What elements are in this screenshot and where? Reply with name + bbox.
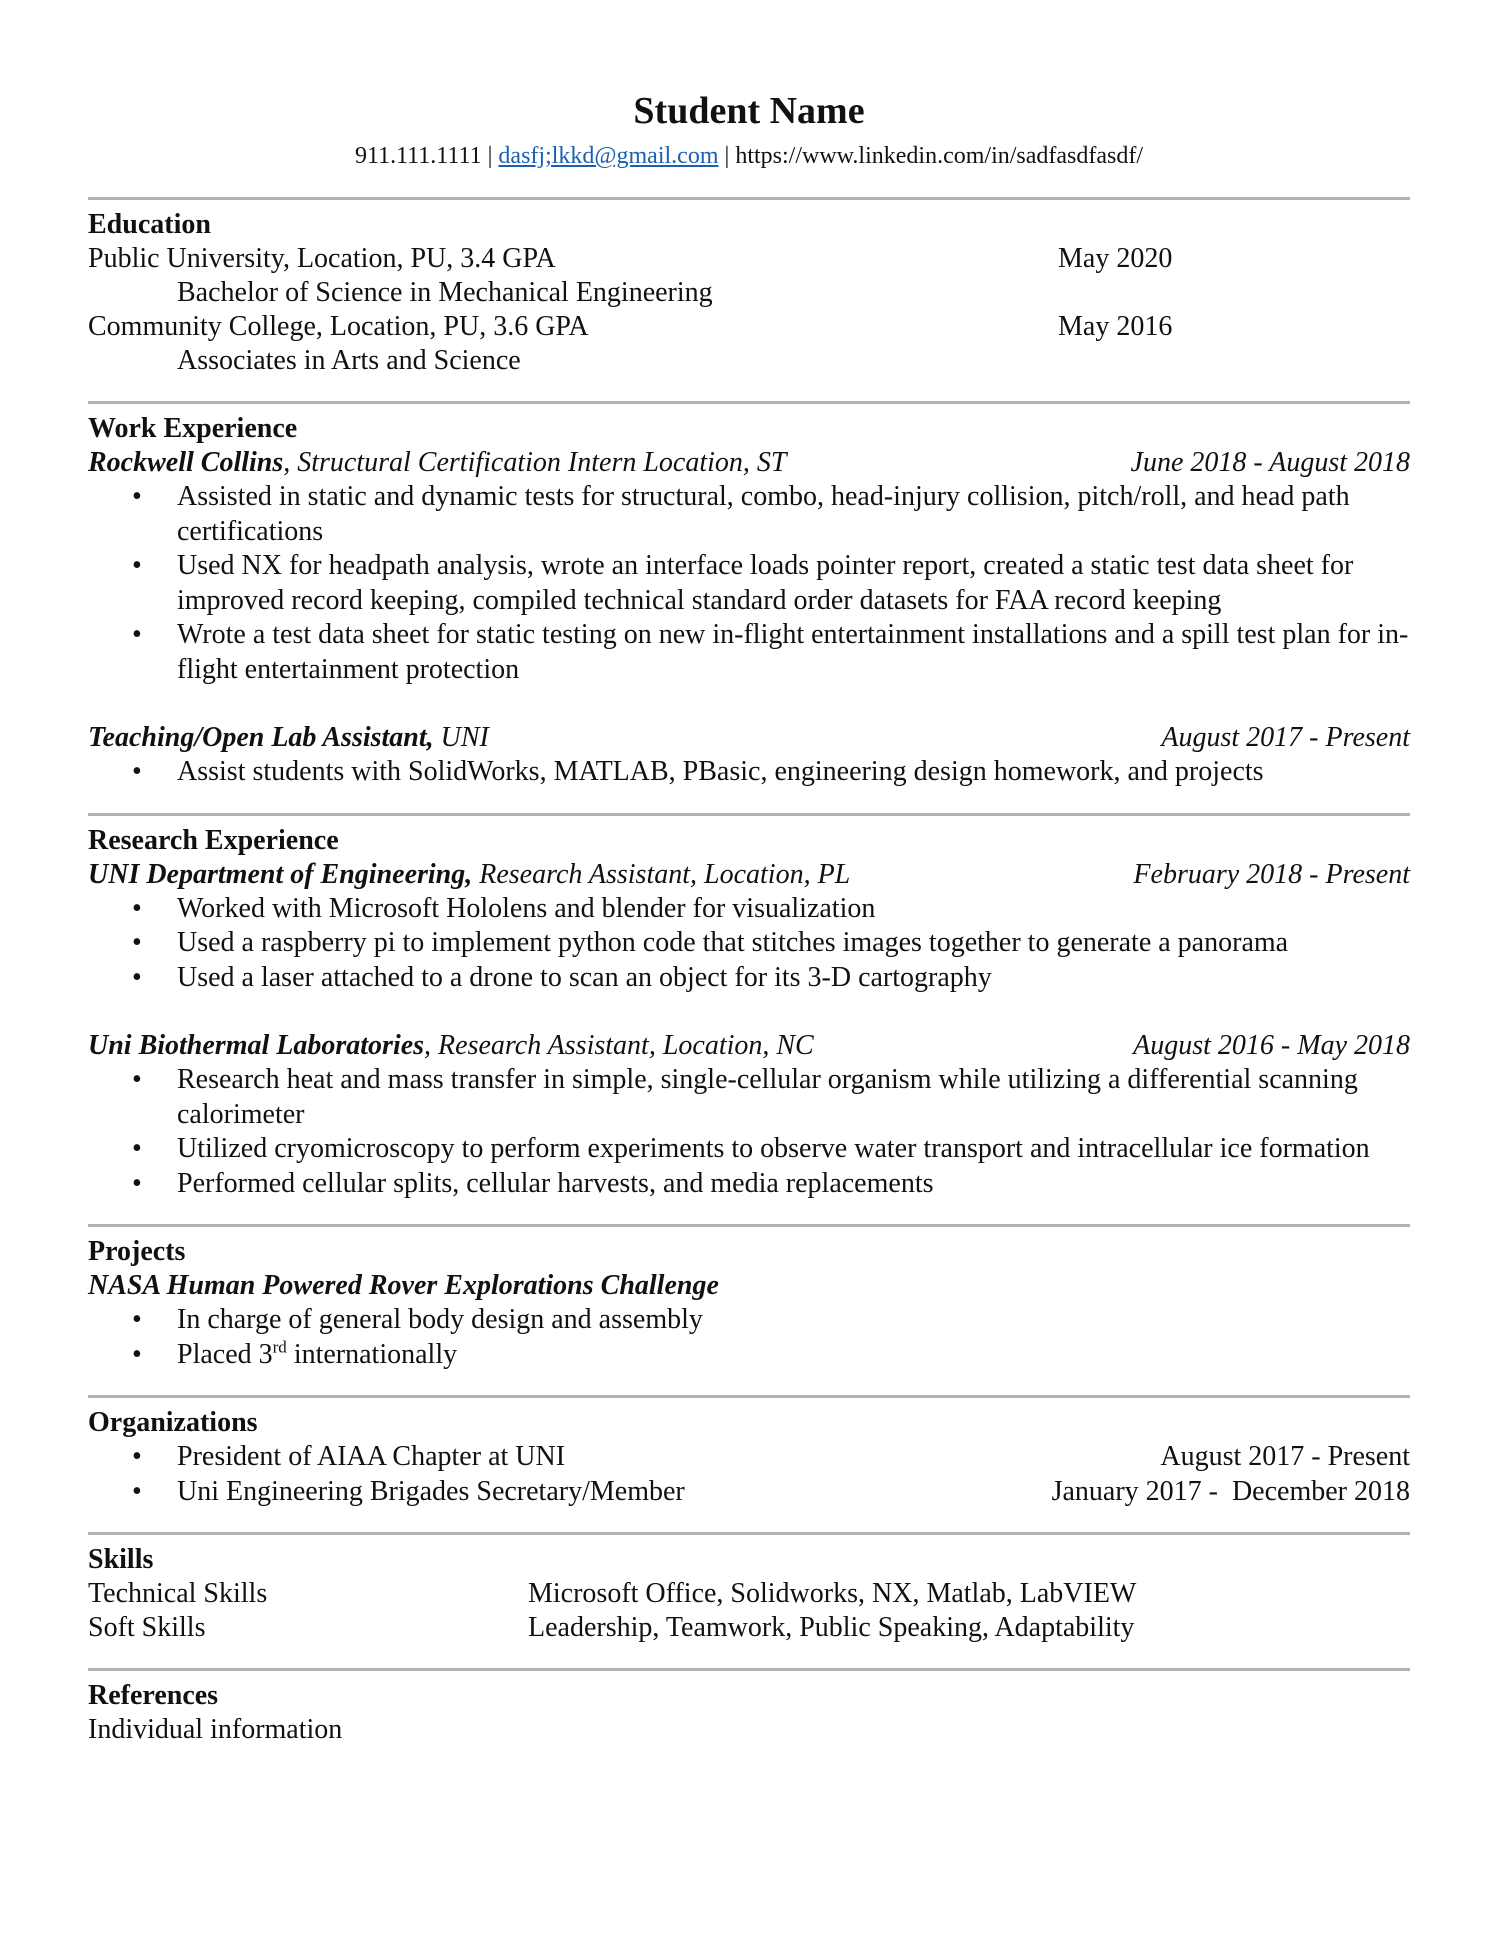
skill-label: Soft Skills	[88, 1612, 206, 1643]
list-item	[88, 755, 1410, 790]
bullet-icon: •	[132, 481, 142, 512]
bullet-text: Wrote a test data sheet for static testing on new in-flight entertainment installations and a spill test plan for in-flight entertainment protection	[177, 619, 1409, 685]
list-item	[88, 1303, 1410, 1338]
date: August 2016 - May 2018	[1133, 1030, 1410, 1061]
skill-row	[88, 1611, 1410, 1645]
date: January 2017 - December 2018	[1051, 1475, 1410, 1507]
section-heading-organizations: Organizations	[88, 1407, 258, 1438]
list-item	[88, 480, 1410, 549]
list-item	[88, 1132, 1410, 1167]
job-header	[88, 1029, 1410, 1063]
role: , Research Assistant, Location, NC	[424, 1030, 814, 1061]
section-heading-skills: Skills	[88, 1544, 154, 1575]
list-item	[88, 618, 1410, 687]
section-heading-references: References	[88, 1680, 219, 1711]
bullet-icon: •	[132, 927, 142, 958]
organization: UNI Department of Engineering,	[88, 858, 473, 890]
list-item	[88, 1063, 1410, 1132]
divider	[88, 1532, 1410, 1535]
organization: Teaching/Open Lab Assistant,	[88, 722, 434, 753]
date: June 2018 - August 2018	[1130, 447, 1410, 478]
bullet-icon: •	[132, 1133, 142, 1164]
student-name: Student Name	[633, 90, 865, 132]
bullet-icon: •	[132, 1304, 142, 1335]
job-header	[88, 721, 1410, 755]
bullet-icon: •	[132, 1338, 142, 1370]
bullet-text: Used a raspberry pi to implement python code that stitches images together to generate a panorama	[177, 927, 1289, 958]
linkedin-url: https://www.linkedin.com/in/sadfasdfasdf/	[735, 143, 1144, 169]
divider	[88, 1395, 1410, 1398]
bullet-text: internationally	[286, 1338, 458, 1370]
section-heading-education: Education	[88, 209, 211, 240]
bullet-text: Placed 3	[177, 1338, 273, 1370]
divider	[88, 401, 1410, 404]
org-text: President of AIAA Chapter at UNI	[177, 1441, 566, 1472]
bullet-icon: •	[132, 1441, 142, 1472]
bullet-text: In charge of general body design and assembly	[177, 1304, 703, 1335]
role: Research Assistant, Location, PL	[472, 858, 851, 890]
divider	[88, 813, 1410, 816]
job-bullets	[88, 480, 1410, 687]
date: May 2020	[1058, 243, 1173, 274]
email-link[interactable]: dasfj;lkkd@gmail.com	[498, 143, 719, 169]
superscript: rd	[272, 1337, 287, 1357]
references-text: Individual information	[88, 1714, 343, 1745]
divider	[88, 1668, 1410, 1671]
organization: Uni Biothermal Laboratories	[88, 1030, 425, 1061]
date: February 2018 - Present	[1133, 858, 1410, 890]
skill-row	[88, 1577, 1410, 1611]
bullet-text: Research heat and mass transfer in simple, single-cellular organism while utilizing a differential scanning calorimeter	[177, 1064, 1358, 1130]
bullet-text: Assist students with SolidWorks, MATLAB, PBasic, engineering design homework, and projects	[177, 756, 1264, 787]
divider	[88, 197, 1410, 200]
bullet-icon: •	[132, 619, 142, 650]
role: UNI	[433, 722, 489, 753]
bullet-text: Utilized cryomicroscopy to perform experiments to observe water transport and intracellular ice formation	[177, 1133, 1370, 1164]
list-item	[88, 1440, 1410, 1475]
project-title: NASA Human Powered Rover Explorations Challenge	[88, 1270, 719, 1301]
separator: |	[724, 143, 730, 169]
list-item	[88, 926, 1410, 961]
job-bullets	[88, 892, 1410, 996]
job-bullets	[88, 755, 1410, 790]
bullet-icon: •	[132, 892, 142, 924]
divider	[88, 1224, 1410, 1227]
bullet-icon: •	[132, 1064, 142, 1095]
date: August 2017 - Present	[1161, 722, 1410, 753]
list-item	[88, 892, 1410, 927]
org-text: Uni Engineering Brigades Secretary/Member	[177, 1475, 685, 1507]
section-heading-projects: Projects	[88, 1236, 186, 1267]
bullet-icon: •	[132, 756, 142, 787]
separator: |	[487, 143, 493, 169]
list-item	[88, 1167, 1410, 1202]
contact-line	[88, 139, 1410, 173]
bullet-text: Performed cellular splits, cellular harvests, and media replacements	[177, 1167, 934, 1199]
organization-list	[88, 1440, 1410, 1509]
project-bullets	[88, 1303, 1410, 1372]
degree: Associates in Arts and Science	[177, 345, 521, 376]
bullet-icon: •	[132, 1475, 142, 1507]
job-header	[88, 858, 1410, 892]
date: August 2017 - Present	[1160, 1441, 1410, 1472]
degree: Bachelor of Science in Mechanical Engineering	[177, 277, 713, 308]
skill-value: Leadership, Teamwork, Public Speaking, Adaptability	[528, 1612, 1135, 1643]
date: May 2016	[1058, 311, 1173, 342]
role: , Structural Certification Intern Location, ST	[283, 447, 787, 478]
resume-page	[88, 0, 1410, 1747]
list-item	[88, 549, 1410, 618]
education-entry	[88, 242, 1410, 276]
school: Public University, Location, PU, 3.4 GPA	[88, 243, 556, 274]
list-item	[88, 1338, 1410, 1373]
bullet-icon: •	[132, 550, 142, 581]
bullet-text: Used NX for headpath analysis, wrote an interface loads pointer report, created a static test data sheet for improved record keeping, compiled technical standard order datasets for FAA record keeping	[177, 550, 1354, 616]
organization: Rockwell Collins	[88, 447, 284, 478]
bullet-text: Used a laser attached to a drone to scan an object for its 3-D cartography	[177, 961, 992, 993]
list-item	[88, 1475, 1410, 1510]
list-item	[88, 961, 1410, 996]
skill-label: Technical Skills	[88, 1578, 268, 1609]
bullet-icon: •	[132, 1167, 142, 1199]
school: Community College, Location, PU, 3.6 GPA	[88, 311, 589, 342]
bullet-text: Worked with Microsoft Hololens and blender for visualization	[177, 892, 876, 924]
education-entry	[88, 310, 1410, 344]
job-bullets	[88, 1063, 1410, 1201]
section-heading-work: Work Experience	[88, 413, 298, 444]
bullet-text: Assisted in static and dynamic tests for structural, combo, head-injury collision, pitch/roll, and head path certifications	[177, 481, 1350, 547]
bullet-icon: •	[132, 961, 142, 993]
phone: 911.111.1111	[354, 143, 482, 169]
job-header	[88, 446, 1410, 480]
skill-value: Microsoft Office, Solidworks, NX, Matlab, LabVIEW	[528, 1578, 1137, 1609]
section-heading-research: Research Experience	[88, 824, 339, 856]
